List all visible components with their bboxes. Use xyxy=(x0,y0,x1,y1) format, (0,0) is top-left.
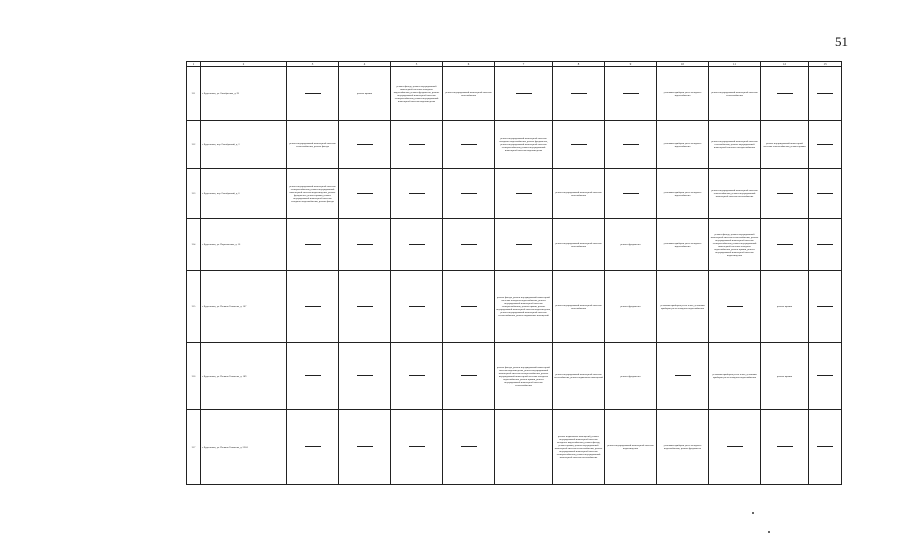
dash-mark xyxy=(305,306,321,307)
work-type-cell: ремонт внутридомовой инженерной системы теплоснабжения, ремонт внутридомовой инженерной системы газоснабжения xyxy=(709,169,761,219)
empty-dash-cell xyxy=(391,121,443,169)
dash-mark xyxy=(571,93,587,94)
empty-dash-cell xyxy=(339,271,391,343)
empty-dash-cell xyxy=(391,271,443,343)
empty-dash-cell xyxy=(495,67,553,121)
dash-mark xyxy=(461,193,477,194)
work-type-cell: ремонт внутридомовой инженерной системы газоснабжения xyxy=(443,67,495,121)
work-type-cell: ремонт внутридомовой инженерной системы электроснабжения, ремонт внутридомовой инженерной системы водоотведения, ремонт фундамента, ремонт крыши, ремонт внутридомовой инженерной системы холодного водоснабжения, ремонт фасада xyxy=(287,169,339,219)
work-type-cell: ремонт фундамента xyxy=(605,219,657,271)
dash-mark xyxy=(357,244,373,245)
dash-mark xyxy=(777,244,793,245)
dash-mark xyxy=(777,193,793,194)
dash-mark xyxy=(461,144,477,145)
empty-dash-cell xyxy=(287,67,339,121)
empty-dash-cell xyxy=(391,169,443,219)
empty-dash-cell xyxy=(443,271,495,343)
table-row xyxy=(187,410,842,485)
dash-mark xyxy=(357,306,373,307)
address-cell: г. Буденновск, ул. Полины Осипенко, д. 167 xyxy=(201,271,287,343)
empty-dash-cell xyxy=(809,271,842,343)
empty-dash-cell xyxy=(495,169,553,219)
column-number-cell: 9 xyxy=(605,62,657,67)
work-type-cell: ремонт подвальных помещений, ремонт внутридомовой инженерной системы холодного водоснабжения, ремонт фасада, ремонт крыши, ремонт внутридомовой инженерной системы теплоснабжения, ремонт внутридомовой инженерной системы электроснабжения, ремонт внутридомовой инженерной системы газоснабжения xyxy=(553,410,605,485)
dash-mark xyxy=(357,193,373,194)
work-type-cell: ремонт внутридомовой инженерной системы теплоснабжения, ремонт фасада xyxy=(287,121,339,169)
dash-mark xyxy=(305,244,321,245)
dash-mark xyxy=(777,446,793,447)
work-type-cell: установка приборов учета холодного водоснабжения xyxy=(657,169,709,219)
scan-speck xyxy=(768,531,770,533)
work-type-cell: установка приборов учета холодного водоснабжения, ремонт фундамента xyxy=(657,410,709,485)
address-cell: г. Буденновск, пер. Октябрьский, д. 2 xyxy=(201,121,287,169)
empty-dash-cell xyxy=(761,169,809,219)
row-number-cell: 217 xyxy=(187,410,201,485)
dash-mark xyxy=(409,244,425,245)
dash-mark xyxy=(409,306,425,307)
work-type-cell xyxy=(495,410,553,485)
dash-mark xyxy=(817,306,833,307)
dash-mark xyxy=(305,93,321,94)
empty-dash-cell xyxy=(339,121,391,169)
table-row xyxy=(187,67,842,121)
empty-dash-cell xyxy=(339,169,391,219)
empty-dash-cell xyxy=(809,169,842,219)
dash-mark xyxy=(516,93,532,94)
dash-mark xyxy=(409,375,425,376)
row-number-cell: 216 xyxy=(187,343,201,410)
column-number-cell: 6 xyxy=(443,62,495,67)
empty-dash-cell xyxy=(709,410,761,485)
work-type-cell: установка приборов учета тепла, установка приборов учета холодного водоснабжения xyxy=(709,343,761,410)
empty-dash-cell xyxy=(809,410,842,485)
column-number-cell: 7 xyxy=(495,62,553,67)
column-number-cell: 11 xyxy=(709,62,761,67)
table-row xyxy=(187,121,842,169)
work-type-cell: ремонт крыши xyxy=(339,67,391,121)
empty-dash-cell xyxy=(761,410,809,485)
empty-dash-cell xyxy=(443,410,495,485)
dash-mark xyxy=(461,306,477,307)
work-type-cell: ремонт внутридомовой инженерной системы газоснабжения xyxy=(553,219,605,271)
dash-mark xyxy=(409,446,425,447)
address-cell: г. Буденновск, ул. Партизанская, д. 16 xyxy=(201,219,287,271)
dash-mark xyxy=(461,244,477,245)
empty-dash-cell xyxy=(391,219,443,271)
empty-dash-cell xyxy=(553,121,605,169)
row-number-cell: 212 xyxy=(187,121,201,169)
address-cell: г. Буденновск, ул. Октябрьская, д. 95 xyxy=(201,67,287,121)
column-number-cell: 8 xyxy=(553,62,605,67)
dash-mark xyxy=(623,93,639,94)
dash-mark xyxy=(357,446,373,447)
work-type-cell: установка приборов учета холодного водоснабжения xyxy=(657,219,709,271)
empty-dash-cell xyxy=(605,67,657,121)
empty-dash-cell xyxy=(809,67,842,121)
empty-dash-cell xyxy=(339,410,391,485)
empty-dash-cell xyxy=(657,343,709,410)
dash-mark xyxy=(675,375,691,376)
dash-mark xyxy=(727,306,743,307)
dash-mark xyxy=(461,375,477,376)
empty-dash-cell xyxy=(443,219,495,271)
page-number: 51 xyxy=(835,34,848,49)
address-cell: г. Буденновск, пер. Октябрьский, д. 6 xyxy=(201,169,287,219)
work-type-cell: ремонт фундамента xyxy=(605,343,657,410)
work-type-cell: ремонт крыши xyxy=(761,271,809,343)
work-type-cell: ремонт внутридомовой инженерной системы холодного водоснабжения, ремонт фундамента, ремонт внутридомовой инженерной системы электроснабжения, ремонт внутридомовой инженерной системы водоотведения xyxy=(495,121,553,169)
empty-dash-cell xyxy=(339,343,391,410)
work-type-cell: ремонт фасада, ремонт внутридомовой инженерной системы водоотведения, ремонт внутридомовой инженерной системы электроснабжения, ремонт внутридомовой инженерной системы холодного водоснабжения, ремонт крыши, ремонт внутридомовой инженерной системы теплоснабжения xyxy=(495,343,553,410)
empty-dash-cell xyxy=(391,410,443,485)
dash-mark xyxy=(461,446,477,447)
empty-dash-cell xyxy=(443,169,495,219)
dash-mark xyxy=(516,244,532,245)
empty-dash-cell xyxy=(287,343,339,410)
column-number-cell: 2 xyxy=(201,62,287,67)
address-cell: г. Буденновск, ул. Полины Осипенко, д. 220/1 xyxy=(201,410,287,485)
dash-mark xyxy=(817,193,833,194)
dash-mark xyxy=(817,446,833,447)
dash-mark xyxy=(357,375,373,376)
dash-mark xyxy=(409,193,425,194)
column-number-cell: 13 xyxy=(809,62,842,67)
work-type-cell: ремонт фасада, ремонт внутридомовой инженерной системы теплоснабжения, ремонт внутридомовой инженерной системы электроснабжения, ремонт внутридомовой инженерной системы холодного водоснабжения, ремонт крыши, ремонт внутридомовой инженерной системы водоотведения xyxy=(709,219,761,271)
empty-dash-cell xyxy=(287,410,339,485)
dash-mark xyxy=(571,144,587,145)
empty-dash-cell xyxy=(809,219,842,271)
work-type-cell: ремонт внутридомовой инженерной системы теплоснабжения, ремонт крыши xyxy=(761,121,809,169)
dash-mark xyxy=(305,375,321,376)
dash-mark xyxy=(623,193,639,194)
row-number-cell: 214 xyxy=(187,219,201,271)
table-row xyxy=(187,219,842,271)
empty-dash-cell xyxy=(809,121,842,169)
table-row xyxy=(187,271,842,343)
empty-dash-cell xyxy=(605,169,657,219)
work-type-cell: установка приборов учета тепла, установка приборов учета холодного водоснабжения xyxy=(657,271,709,343)
work-type-cell: ремонт фундамента xyxy=(605,271,657,343)
work-type-cell: ремонт внутридомовой инженерной системы газоснабжения xyxy=(553,271,605,343)
empty-dash-cell xyxy=(495,219,553,271)
dash-mark xyxy=(817,144,833,145)
dash-mark xyxy=(817,375,833,376)
dash-mark xyxy=(777,93,793,94)
work-type-cell: ремонт внутридомовой инженерной системы водоотведения xyxy=(605,410,657,485)
work-type-cell: ремонт фасада, ремонт внутридомовой инженерной системы холодного водоснабжения, ремонт фундамента, ремонт внутридомовой инженерной системы электроснабжения, ремонт внутридомовой инженерной системы водоотведения xyxy=(391,67,443,121)
table-row xyxy=(187,343,842,410)
empty-dash-cell xyxy=(553,67,605,121)
work-type-cell: ремонт внутридомовой инженерной системы теплоснабжения xyxy=(709,67,761,121)
empty-dash-cell xyxy=(761,67,809,121)
column-number-cell: 12 xyxy=(761,62,809,67)
empty-dash-cell xyxy=(287,219,339,271)
dash-mark xyxy=(623,144,639,145)
column-number-cell: 4 xyxy=(339,62,391,67)
scan-speck xyxy=(752,512,754,514)
column-number-cell: 1 xyxy=(187,62,201,67)
row-number-cell: 213 xyxy=(187,169,201,219)
column-number-cell: 10 xyxy=(657,62,709,67)
row-number-cell: 211 xyxy=(187,67,201,121)
empty-dash-cell xyxy=(339,219,391,271)
dash-mark xyxy=(727,446,743,447)
work-type-cell: ремонт внутридомовой инженерной системы газоснабжения, ремонт подвальных помещений xyxy=(553,343,605,410)
empty-dash-cell xyxy=(809,343,842,410)
work-type-cell: установка приборов учета холодного водоснабжения xyxy=(657,67,709,121)
empty-dash-cell xyxy=(287,271,339,343)
empty-dash-cell xyxy=(443,121,495,169)
work-type-cell: установка приборов учета холодного водоснабжения xyxy=(657,121,709,169)
repair-register-table xyxy=(186,61,842,485)
dash-mark xyxy=(817,244,833,245)
work-type-cell: ремонт внутридомовой инженерной системы газоснабжения, ремонт внутридомовой инженерной системы электроснабжения xyxy=(709,121,761,169)
work-type-cell: ремонт крыши xyxy=(761,343,809,410)
work-type-cell: ремонт внутридомовой инженерной системы газоснабжения xyxy=(553,169,605,219)
column-number-cell: 3 xyxy=(287,62,339,67)
empty-dash-cell xyxy=(605,121,657,169)
address-cell: г. Буденновск, ул. Полины Осипенко, д. 189 xyxy=(201,343,287,410)
row-number-cell: 215 xyxy=(187,271,201,343)
empty-dash-cell xyxy=(761,219,809,271)
empty-dash-cell xyxy=(443,343,495,410)
column-number-cell: 5 xyxy=(391,62,443,67)
dash-mark xyxy=(357,144,373,145)
table-row xyxy=(187,169,842,219)
work-type-cell: ремонт фасада, ремонт внутридомовой инженерной системы холодного водоснабжения, ремонт внутридомовой инженерной системы электроснабжения, ремонт крыши, ремонт внутридомовой инженерной системы водоотведения, ремонт внутридомовой инженерной системы теплоснабжения, ремонт подвальных помещений xyxy=(495,271,553,343)
dash-mark xyxy=(817,93,833,94)
dash-mark xyxy=(409,144,425,145)
dash-mark xyxy=(516,193,532,194)
empty-dash-cell xyxy=(709,271,761,343)
dash-mark xyxy=(305,446,321,447)
empty-dash-cell xyxy=(391,343,443,410)
